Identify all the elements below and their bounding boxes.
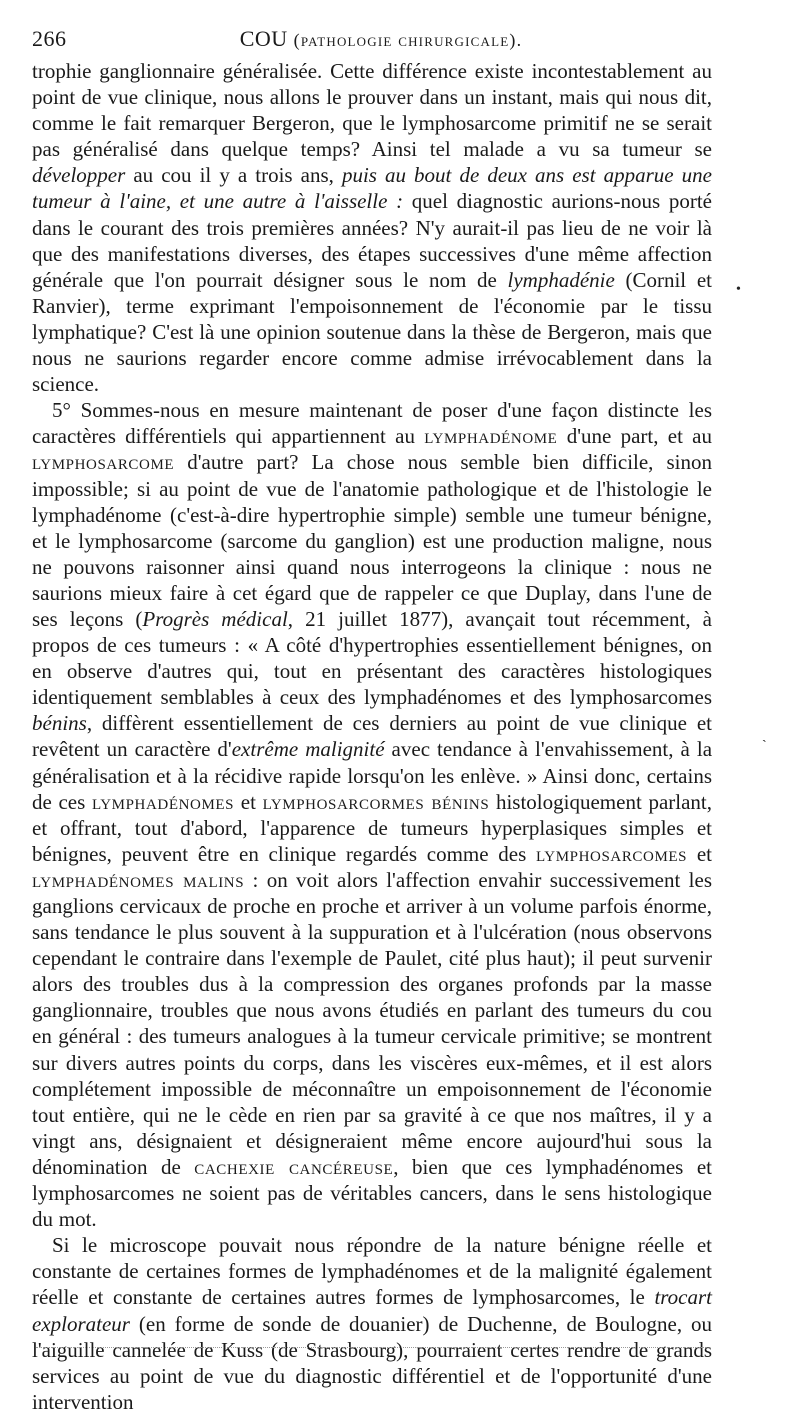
running-subtitle: (pathologie chirurgicale). — [293, 30, 523, 50]
margin-speck: • — [736, 282, 741, 297]
small-caps-term: lymphosarcome — [32, 450, 175, 475]
text-run: histologiquement parlant, et offrant, tout d'abord, l'apparence de tumeurs hyperplasiques simples et bénignes, peuvent être en clinique regardés comme des — [32, 789, 712, 866]
text-run: d'autre part? La chose nous semble bien difficile, sinon impossible; si au point de vue de l'anatomie pathologique et de l'histologie le lymphadénome (c'est-à-dire hypertrophie simple) semble une tumeur bénigne, et le lymphosarcome (sarcome du ganglion) est une production maligne, nous ne pouvons raisonner ainsi quand nous interrogeons la clinique : nous ne saurions mieux faire à cet égard que de rappeler ce que Duplay, dans l'une de ses leçons ( — [32, 450, 712, 631]
body-text — [32, 58, 712, 1415]
italic-phrase: extrême malignité — [231, 737, 385, 762]
small-caps-term: lymphadénomes — [91, 789, 235, 814]
text-run: (en forme de sonde de douanier) de Duchenne, de Boulogne, ou l'aiguille cannelée de Kuss (de Strasbourg), pourraient certes rendre de grands services au point de vue du diagnostic différentiel et de l'opportunité d'une intervention — [32, 1311, 712, 1414]
text-run: et — [687, 841, 713, 866]
page-number: 266 — [32, 26, 67, 51]
small-caps-term: lymphosarcomes — [536, 841, 688, 866]
margin-speck: ˏ — [762, 728, 767, 743]
italic-phrase: développer — [32, 163, 126, 188]
italic-phrase: trocart explorateur — [32, 1285, 712, 1336]
small-caps-term: lymphosarcormes bénins — [262, 789, 490, 814]
text-run: , bien que ces lymphadénomes et lymphosarcomes ne soient pas de véritables cancers, dans le sens histologique du mot. — [32, 1154, 712, 1232]
text-run: : on voit alors l'affection envahir successivement les ganglions cervicaux de proche en proche et arriver à un volume parfois énorme, sans tendance le plus souvent à la suppuration et à l'ulcération (nous observons cependant le contraire dans l'exemple de Paulet, cité plus haut); il peut survenir alors des troubles dus à la compression des organes profonds par la masse ganglionnaire, troubles que nous avons étudiés en parlant des tumeurs du cou en général : des tumeurs analogues à la tumeur cervicale primitive; se montrent sur divers autres points du corps, dans les viscères eux-mêmes, et il est alors complétement impossible de méconnaître un empoisonnement de l'économie tout entière, qui ne le cède en rien par sa gravité à ce que nos maîtres, il y a vingt ans, désignaient et désigneraient même encore aujourd'hui sous la dénomination de — [32, 867, 712, 1179]
italic-phrase: bénins — [32, 711, 87, 736]
text-run: d'une part, et au — [557, 424, 712, 449]
small-caps-term: cachexie cancéreuse — [194, 1154, 394, 1179]
paragraph-1 — [32, 58, 712, 397]
running-head — [32, 26, 730, 52]
text-run: , diffèrent essentiellement de ces derniers au point de vue clinique et revêtent un caractère d' — [32, 711, 712, 762]
paragraph-2 — [32, 397, 712, 1232]
small-caps-term: lymphadénomes malins — [32, 867, 245, 892]
page-header — [32, 26, 730, 56]
italic-phrase: lymphadénie — [507, 267, 615, 292]
text-run: trophie ganglionnaire généralisée. Cette différence existe incontestablement au point de vue clinique, nous allons le prouver dans un instant, mais qui nous dit, comme le fait remarquer Bergeron, que le lymphosarcome primitif ne se serait pas généralisé dans quelque temps? Ainsi tel malade a vu sa tumeur se — [32, 59, 712, 162]
text-run: quel diagnostic aurions-nous porté dans le courant des trois premières années? N'y aurait-il pas lieu de ne voir là que des manifestations diverses, des étapes successives d'une même affection générale que l'on pourrait désigner sous le nom de — [32, 189, 712, 292]
italic-phrase: puis au bout de deux ans est apparue une tumeur à l'aine, et une autre à l'aisselle : — [32, 163, 712, 214]
text-run: 5° Sommes-nous en mesure maintenant de poser d'une façon distincte les caractères différentiels qui appartiennent au — [32, 398, 712, 449]
text-run: (Cornil et Ranvier), terme exprimant l'empoisonnement de l'économie par le tissu lymphatique? C'est là une opinion soutenue dans la thèse de Bergeron, mais que nous ne saurions regarder encore comme admise irrévocablement dans la science. — [32, 267, 712, 397]
italic-phrase: Progrès médical — [142, 606, 288, 631]
running-title: COU — [239, 26, 288, 51]
paragraph-3 — [32, 1232, 712, 1415]
text-run: avec tendance à l'envahissement, à la généralisation et à la récidive rapide lorsqu'on les enlève. » Ainsi donc, certains de ces — [32, 737, 713, 814]
text-run: et — [234, 789, 263, 814]
bottom-dotted-rule — [36, 1347, 706, 1348]
text-run: au cou il y a trois ans, — [125, 163, 342, 188]
text-run: , 21 juillet 1877), avançait tout récemment, à propos de ces tumeurs : « A côté d'hypertrophies essentiellement bénignes, on en observe d'autres qui, tout en présentant des caractères histologiques identiquement semblables à ceux des lymphadénomes et des lymphosarcomes — [32, 606, 712, 710]
small-caps-term: lymphadénome — [424, 424, 558, 449]
text-run: Si le microscope pouvait nous répondre de la nature bénigne réelle et constante de certaines formes de lymphadénomes et de la malignité également réelle et constante de certaines autres formes de lymphosarcomes, le — [32, 1233, 712, 1310]
